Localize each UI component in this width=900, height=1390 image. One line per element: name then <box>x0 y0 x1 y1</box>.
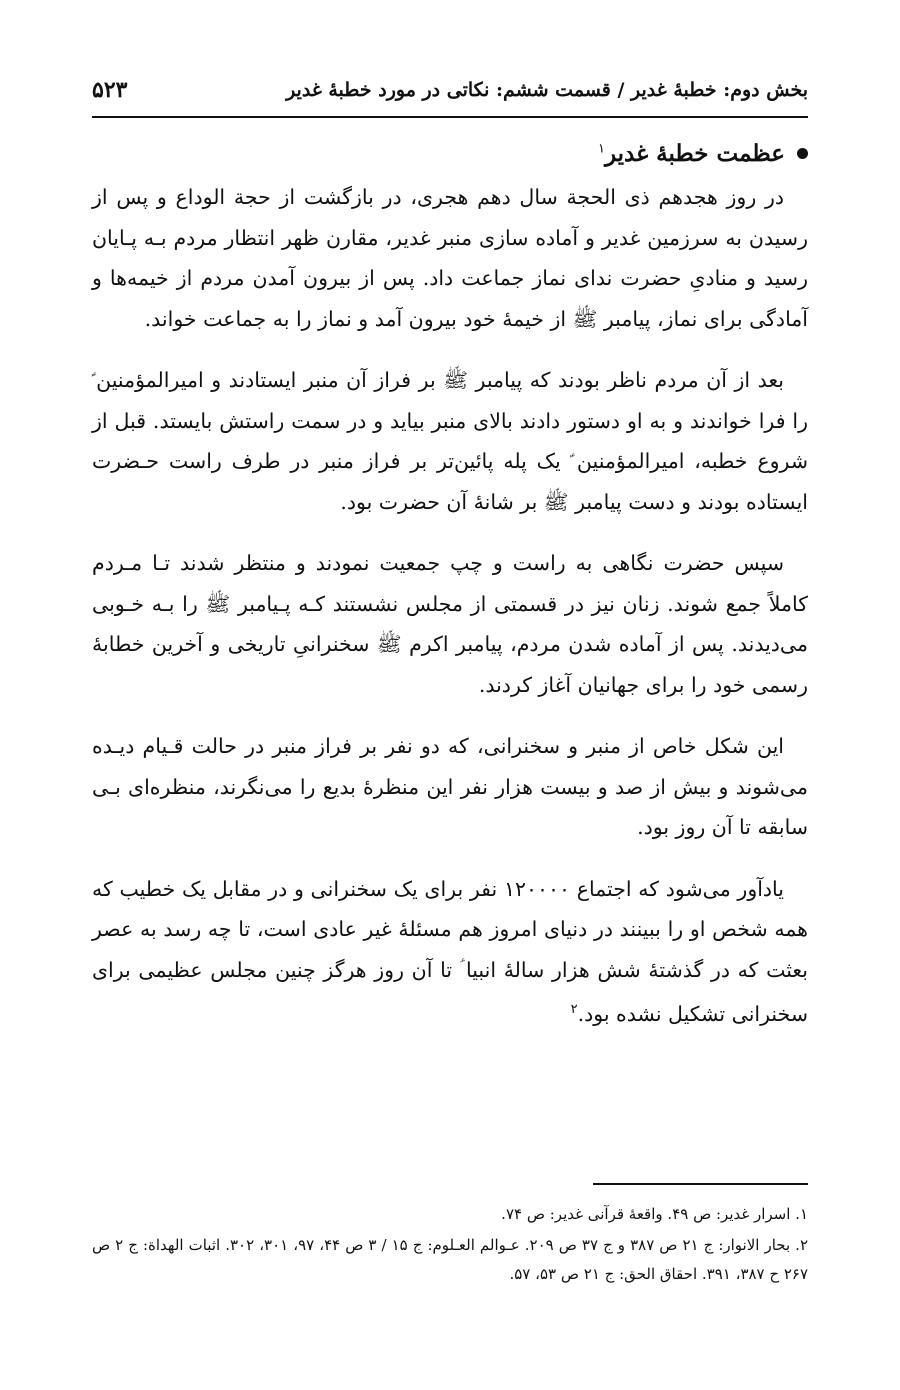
footnote-marker: ۱ <box>597 141 605 157</box>
section-title-label: عظمت خطبۀ غدیر <box>604 140 785 167</box>
footnote-1: ۱. اسرار غدیر: ص ۴۹. واقعۀ قرآنی غدیر: ص ۷۴. <box>501 1205 808 1223</box>
page-header <box>92 70 808 118</box>
paragraph-2: بعد از آن مردم ناظر بودند که پیامبر ﷺ بر فراز آن منبر ایستادند و امیرالمؤمنین ؑ را فرا خواندند و به او دستور دادند بالای منبر بیاید و در سمت راستش بایستد. قبل از شروع خطبه، امیرالمؤمنین ؑ یک پله پائین‌تر بر فراز منبر در طرف راست حـضرت ایستاده بودند و دست پیامبر ﷺ بر شانۀ آن حضرت بود. <box>92 368 808 514</box>
paragraph-5 <box>92 869 808 1035</box>
page-number: ۵۲۳ <box>92 77 128 103</box>
footnote-marker: ۲ <box>570 1002 578 1017</box>
paragraph-1: در روز هجدهم ذی الحجة سال دهم هجری، در بازگشت از حجة الوداع و پس از رسیدن به سرزمین غدیر و آماده سازی منبر غدیر، مقارن ظهر انتظار مردم بـه پـایان رسید و منادیِ حضرت ندای نماز جماعت داد. پس از بیرون آمدن مردم از خیمه‌ها و آمادگی برای نماز، پیامبر ﷺ از خیمۀ خود بیرون آمد و نماز را به جماعت خواند. <box>92 185 808 331</box>
section-title-text <box>598 140 785 167</box>
paragraph-5-text: یادآور می‌شود که اجتماع ۱۲۰۰۰۰ نفر برای یک سخنرانی و در مقابل یک خطیب که همه شخص او را ببینند در دنیای امروز هم مسئلۀ غیر عادی است، تا چه رسد به عصر بعثت که در گذشتۀ شش هزار سالۀ انبیا ؑ تا آن روز هرگز چنین مجلس عظیمی برای سخنرانی تشکیل نشده بود. <box>92 876 808 1026</box>
footnote-separator <box>593 1183 808 1185</box>
main-content <box>92 140 808 1055</box>
paragraph-4: این شکل خاص از منبر و سخنرانی، که دو نفر بر فراز منبر در حالت قـیام دیـده می‌شوند و بیش از صد و بیست هزار نفر این منظرۀ بدیع را می‌نگرند، منظره‌ای بـی سابقه تا آن روز بود. <box>92 734 808 839</box>
paragraph-3: سپس حضرت نگاهی به راست و چپ جمعیت نمودند و منتظر شدند تـا مـردم کاملاً جمع شوند. زنان نیز در قسمتی از مجلس نشستند کـه پـیامبر ﷺ را بـه خـوبی می‌دیدند. پس از آماده شدن مردم، پیامبر اکرم ﷺ سخنرانیِ تاریخی و آخرین خطابۀ رسمی خود را برای جهانیان آغاز کردند. <box>92 551 808 697</box>
section-title <box>92 140 808 167</box>
footnotes <box>92 1200 808 1291</box>
footnote-2: ۲. بحار الانوار: ج ۲۱ ص ۳۸۷ و ج ۳۷ ص ۲۰۹. عـوالم العـلوم: ج ۱۵ / ۳ ص ۴۴، ۹۷، ۳۰۱، ۳۰۲. اثبات الهداة: ج ۲ ص ۲۶۷ ح ۳۸۷، ۳۹۱. احقاق الحق: ج ۲۱ ص ۵۳، ۵۷. <box>92 1236 809 1283</box>
bullet-icon <box>797 148 808 159</box>
running-head: بخش دوم: خطبۀ غدیر / قسمت ششم: نکاتی در مورد خطبۀ غدیر <box>286 79 808 101</box>
